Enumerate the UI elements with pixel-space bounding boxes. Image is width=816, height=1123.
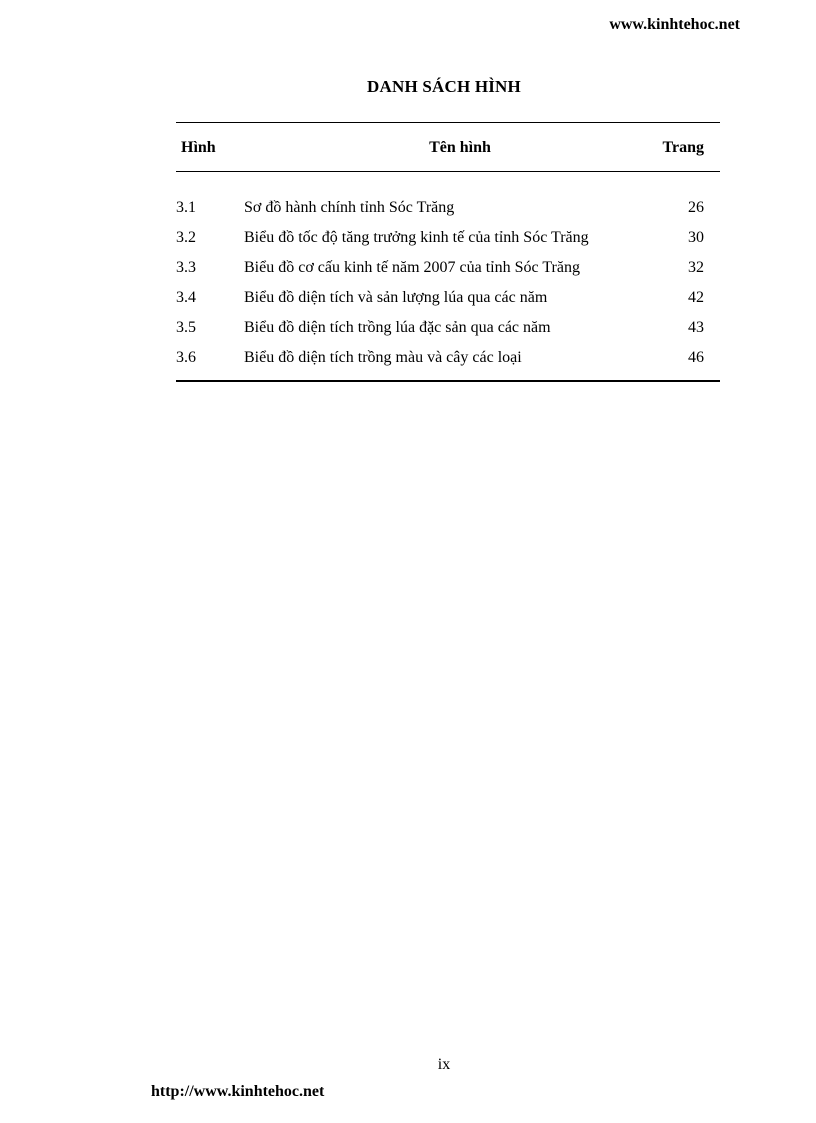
table-row	[176, 226, 720, 256]
figure-number: 3.3	[176, 259, 196, 276]
figure-name: Biểu đồ diện tích và sản lượng lúa qua các năm	[244, 289, 548, 306]
figure-number: 3.4	[176, 289, 196, 306]
figure-name: Sơ đồ hành chính tỉnh Sóc Trăng	[244, 199, 455, 216]
table-body	[176, 172, 720, 376]
figure-number: 3.5	[176, 319, 196, 336]
figure-page: 26	[688, 199, 704, 216]
figure-number: 3.1	[176, 199, 196, 216]
figure-name: Biểu đồ tốc độ tăng trưởng kinh tế của tỉnh Sóc Trăng	[244, 229, 589, 246]
page-number: ix	[437, 1056, 451, 1073]
table-bottom-rule	[176, 380, 720, 382]
figure-name: Biểu đồ diện tích trồng lúa đặc sản qua các năm	[244, 319, 551, 336]
figure-name: Biểu đồ cơ cấu kinh tế năm 2007 của tỉnh Sóc Trăng	[244, 259, 580, 276]
footer-url[interactable]: http://www.kinhtehoc.net	[151, 1083, 325, 1100]
column-header-number: Hình	[181, 139, 216, 156]
table-row	[176, 346, 720, 376]
figure-list-table	[176, 122, 720, 382]
figure-page: 43	[688, 319, 704, 336]
figure-number: 3.6	[176, 349, 196, 366]
table-row	[176, 286, 720, 316]
table-row	[176, 196, 720, 226]
figure-page: 46	[688, 349, 704, 366]
page-title: DANH SÁCH HÌNH	[367, 77, 521, 96]
header-url[interactable]: www.kinhtehoc.net	[609, 16, 740, 33]
table-row	[176, 256, 720, 286]
figure-name: Biểu đồ diện tích trồng màu và cây các loại	[244, 349, 522, 366]
column-header-page: Trang	[662, 139, 704, 156]
column-header-name: Tên hình	[429, 139, 491, 156]
table-header	[176, 123, 720, 171]
figure-number: 3.2	[176, 229, 196, 246]
table-row	[176, 316, 720, 346]
figure-page: 42	[688, 289, 704, 306]
figure-page: 32	[688, 259, 704, 276]
figure-page: 30	[688, 229, 704, 246]
